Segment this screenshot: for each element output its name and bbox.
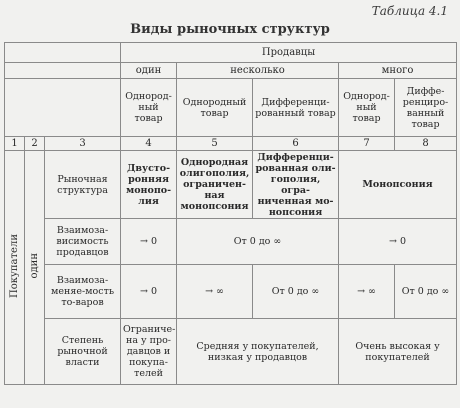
subheader-c6: Дифференци-рованный товар: [253, 79, 339, 137]
sellers-header: Продавцы: [121, 43, 457, 63]
corner-cell-3: [5, 79, 121, 137]
cell-substitutability-c5: → ∞: [177, 265, 253, 319]
corner-cell: [5, 43, 121, 63]
cell-substitutability-c6: От 0 до ∞: [253, 265, 339, 319]
buyers-header: Покупатели: [5, 151, 25, 385]
cell-market-power-c56: Средняя у покупателей, низкая у продавцов: [177, 319, 339, 385]
subheader-c4: Однород-ный товар: [121, 79, 177, 137]
row-label-interdependence: Взаимоза-висимость продавцов: [45, 219, 121, 265]
subheader-c8: Диффе-ренциро-ванный товар: [395, 79, 457, 137]
cell-structure-c78: Монопсония: [339, 151, 457, 219]
cell-structure-c4: Двусто-ронняя монопо-лия: [121, 151, 177, 219]
cell-substitutability-c4: → 0: [121, 265, 177, 319]
buyers-one-header: один: [25, 151, 45, 385]
sellers-many-header: много: [339, 63, 457, 79]
row-label-structure: Рыночная структура: [45, 151, 121, 219]
row-label-substitutability: Взаимоза-меняе-мость то-варов: [45, 265, 121, 319]
col-number-7: 7: [339, 137, 395, 151]
cell-interdependence-c56: От 0 до ∞: [177, 219, 339, 265]
col-number-6: 6: [253, 137, 339, 151]
col-number-5: 5: [177, 137, 253, 151]
row-label-market-power: Степень рыночной власти: [45, 319, 121, 385]
subheader-c7: Однород-ный товар: [339, 79, 395, 137]
col-number-2: 2: [25, 137, 45, 151]
cell-interdependence-c78: → 0: [339, 219, 457, 265]
col-number-3: 3: [45, 137, 121, 151]
cell-market-power-c78: Очень высокая у покупателей: [339, 319, 457, 385]
sellers-one-header: один: [121, 63, 177, 79]
cell-structure-c5: Однородная олигополия, ограничен-ная монопсония: [177, 151, 253, 219]
cell-substitutability-c8: От 0 до ∞: [395, 265, 457, 319]
col-number-1: 1: [5, 137, 25, 151]
cell-substitutability-c7: → ∞: [339, 265, 395, 319]
cell-interdependence-c4: → 0: [121, 219, 177, 265]
col-number-4: 4: [121, 137, 177, 151]
cell-market-power-c4: Ограниче-на у про-давцов и покупа-телей: [121, 319, 177, 385]
table-title: Виды рыночных структур: [130, 22, 330, 37]
subheader-c5: Однородный товар: [177, 79, 253, 137]
cell-structure-c6: Дифференци-рованная оли-гополия, огра-ниченная мо-нопсония: [253, 151, 339, 219]
col-number-8: 8: [395, 137, 457, 151]
table-number: Таблица 4.1: [371, 4, 448, 18]
sellers-several-header: несколько: [177, 63, 339, 79]
market-structures-table: [4, 42, 457, 385]
corner-cell-2: [5, 63, 121, 79]
